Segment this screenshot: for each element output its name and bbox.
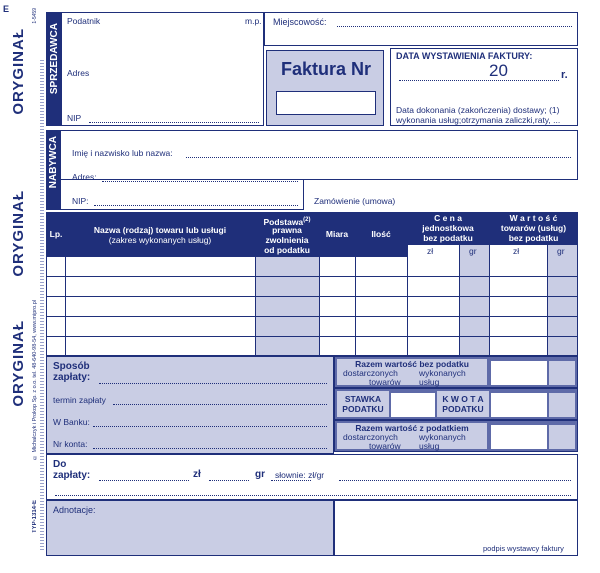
form-code-small: 1-5459 bbox=[32, 8, 38, 24]
amount-words-field[interactable] bbox=[339, 480, 571, 481]
col-value-header-line3: bez podatku bbox=[508, 233, 559, 243]
buyer-address-label: Adres: bbox=[72, 172, 97, 182]
table-row[interactable] bbox=[47, 277, 577, 297]
issue-date-field[interactable] bbox=[399, 80, 559, 81]
buyer-name-label: Imię i nazwisko lub nazwa: bbox=[72, 148, 173, 158]
amount-due-gr-field-2[interactable] bbox=[271, 480, 311, 481]
basis-word: Podstawa bbox=[263, 216, 304, 227]
payment-method-field[interactable] bbox=[99, 383, 327, 384]
annotations-label: Adnotacje: bbox=[53, 505, 96, 515]
annotations-box[interactable] bbox=[46, 500, 334, 556]
buyer-nip-field[interactable] bbox=[94, 205, 298, 206]
col-divider bbox=[355, 213, 356, 355]
issue-date-year: 20 bbox=[489, 61, 508, 80]
gross-goods-line2: towarów bbox=[369, 441, 401, 451]
col-lp-header: Lp. bbox=[49, 229, 63, 239]
table-row[interactable] bbox=[47, 337, 577, 355]
col-divider bbox=[489, 213, 490, 355]
amount-words-field-2[interactable] bbox=[55, 495, 571, 496]
gross-total-zl-field[interactable] bbox=[491, 425, 547, 449]
place-field[interactable] bbox=[337, 26, 572, 27]
col-divider bbox=[459, 245, 460, 355]
tax-amount-gr-field[interactable] bbox=[549, 393, 575, 417]
seller-address-label: Adres bbox=[67, 68, 90, 78]
amount-due-gr-label: gr bbox=[255, 469, 265, 480]
left-strip bbox=[0, 0, 46, 573]
completion-date-line1: Data dokonania (zakończenia) dostawy; (1) bbox=[396, 105, 560, 115]
payment-box bbox=[46, 356, 334, 454]
col-divider bbox=[319, 213, 320, 355]
invoice-title: Faktura Nr bbox=[280, 59, 372, 79]
seller-box bbox=[46, 12, 264, 126]
amount-words-label: słownie: zł/gr bbox=[275, 470, 325, 480]
form-code: TYP-1314-E bbox=[32, 500, 38, 534]
issue-date-box bbox=[390, 48, 578, 126]
seller-podatnik-label: Podatnik bbox=[67, 16, 101, 26]
buyer-address-field[interactable] bbox=[102, 181, 298, 182]
e-mark: E bbox=[3, 4, 10, 14]
net-total-zl-field[interactable] bbox=[491, 361, 547, 385]
order-label: Zamówienie (umowa) bbox=[314, 196, 396, 206]
value-gr-label: gr bbox=[557, 246, 565, 256]
col-price-header-line2: jednostkowa bbox=[422, 223, 474, 233]
items-table bbox=[46, 212, 578, 356]
col-name-header-line1: Nazwa (rodzaj) towaru lub usługi bbox=[93, 225, 227, 235]
net-services-line2: usług bbox=[419, 377, 440, 387]
tax-rate-field[interactable] bbox=[391, 393, 435, 417]
issue-date-label: DATA WYSTAWIENIA FAKTURY: bbox=[396, 51, 533, 61]
net-goods-line1: dostarczonych bbox=[343, 368, 398, 378]
gross-goods-line1: dostarczonych bbox=[343, 432, 398, 442]
col-unit-header: Miara bbox=[325, 229, 349, 239]
completion-date-line2: wykonania usług;otrzymania zaliczki,raty, ... bbox=[396, 115, 561, 125]
col-price-header-line3: bez podatku bbox=[423, 233, 473, 243]
seller-nip-label: NIP bbox=[67, 113, 82, 123]
original-label-top: ORYGINAŁ bbox=[10, 28, 27, 115]
gross-total-box bbox=[334, 420, 578, 452]
col-value-header-line1: W a r t o ś ć bbox=[509, 213, 558, 223]
account-field[interactable] bbox=[93, 448, 327, 449]
publisher-text: © Michalczyk i Prokop Sp. z o.o. tel. 48-640-98-54, www.mipro.pl bbox=[32, 300, 38, 461]
value-zl-label: zł bbox=[513, 246, 520, 256]
invoice-number-field[interactable] bbox=[276, 91, 376, 115]
col-basis-header-line4: od podatku bbox=[264, 245, 310, 255]
table-row[interactable] bbox=[47, 317, 577, 337]
tax-rate-line1: STAWKA bbox=[344, 394, 382, 404]
place-box bbox=[264, 12, 578, 46]
place-label: Miejscowość: bbox=[273, 17, 327, 27]
amount-due-label-2: zapłaty: bbox=[53, 470, 91, 481]
col-qty-header: Ilość bbox=[371, 229, 391, 239]
seller-section-label: SPRZEDAWCA bbox=[49, 23, 60, 95]
col-name-header-line2: (zakres wykonanych usług) bbox=[108, 235, 212, 245]
original-label-low: ORYGINAŁ bbox=[10, 320, 27, 407]
fine-print bbox=[40, 60, 44, 550]
col-basis-header-line3: zwolnienia bbox=[265, 235, 309, 245]
payment-method-label-2: zapłaty: bbox=[53, 372, 91, 383]
amount-due-zl-label: zł bbox=[193, 469, 201, 480]
basis-footnote: (2) bbox=[303, 217, 311, 223]
buyer-name-field[interactable] bbox=[186, 157, 571, 158]
account-label: Nr konta: bbox=[53, 439, 88, 449]
col-value-header-line2: towarów (usług) bbox=[500, 223, 567, 233]
amount-due-label-1: Do bbox=[53, 459, 67, 470]
table-row[interactable] bbox=[47, 297, 577, 317]
gross-total-gr-field[interactable] bbox=[549, 425, 575, 449]
buyer-box bbox=[46, 130, 578, 210]
tax-amount-line2: PODATKU bbox=[442, 404, 484, 414]
bank-label: W Banku: bbox=[53, 417, 90, 427]
gross-services-line2: usług bbox=[419, 441, 440, 451]
amount-due-gr-field[interactable] bbox=[209, 480, 249, 481]
col-divider bbox=[547, 245, 548, 355]
net-total-title: Razem wartość bez podatku bbox=[355, 359, 469, 369]
net-goods-line2: towarów bbox=[369, 377, 401, 387]
col-divider bbox=[65, 213, 66, 355]
tax-amount-line1: K W O T A bbox=[442, 394, 484, 404]
col-divider bbox=[407, 213, 408, 355]
amount-due-box bbox=[46, 454, 578, 500]
payment-term-field[interactable] bbox=[113, 404, 327, 405]
tax-box bbox=[334, 388, 578, 420]
col-price-header-line1: C e n a bbox=[434, 213, 462, 223]
gross-services-line1: wykonanych bbox=[419, 432, 466, 442]
tax-amount-zl-field[interactable] bbox=[491, 393, 547, 417]
invoice-number-box bbox=[266, 50, 384, 126]
gross-total-title: Razem wartość z podatkiem bbox=[355, 423, 469, 433]
payment-method-label-1: Sposób bbox=[53, 361, 90, 372]
col-basis-header-line2: prawna bbox=[272, 225, 302, 235]
net-total-box bbox=[334, 356, 578, 388]
price-zl-label: zł bbox=[427, 246, 434, 256]
amount-due-zl-field[interactable] bbox=[99, 480, 189, 481]
seller-stamp-label: m.p. bbox=[245, 16, 262, 26]
net-services-line1: wykonanych bbox=[419, 368, 466, 378]
issue-date-year-suffix: r. bbox=[561, 69, 568, 81]
col-divider bbox=[255, 213, 256, 355]
seller-nip-field[interactable] bbox=[89, 122, 259, 123]
original-label-mid: ORYGINAŁ bbox=[10, 190, 27, 277]
table-row[interactable] bbox=[47, 257, 577, 277]
tax-rate-line2: PODATKU bbox=[342, 404, 384, 414]
buyer-section-header bbox=[46, 130, 61, 210]
payment-term-label: termin zapłaty bbox=[53, 395, 106, 405]
net-total-gr-field[interactable] bbox=[549, 361, 575, 385]
table-body bbox=[47, 257, 577, 355]
signature-box[interactable] bbox=[334, 500, 578, 556]
buyer-section-label: NABYWCA bbox=[48, 136, 59, 189]
price-gr-label: gr bbox=[469, 246, 477, 256]
buyer-nip-label: NIP: bbox=[72, 196, 89, 206]
bank-field[interactable] bbox=[93, 426, 327, 427]
seller-section-header bbox=[47, 13, 62, 125]
signature-label: podpis wystawcy faktury bbox=[483, 544, 564, 553]
